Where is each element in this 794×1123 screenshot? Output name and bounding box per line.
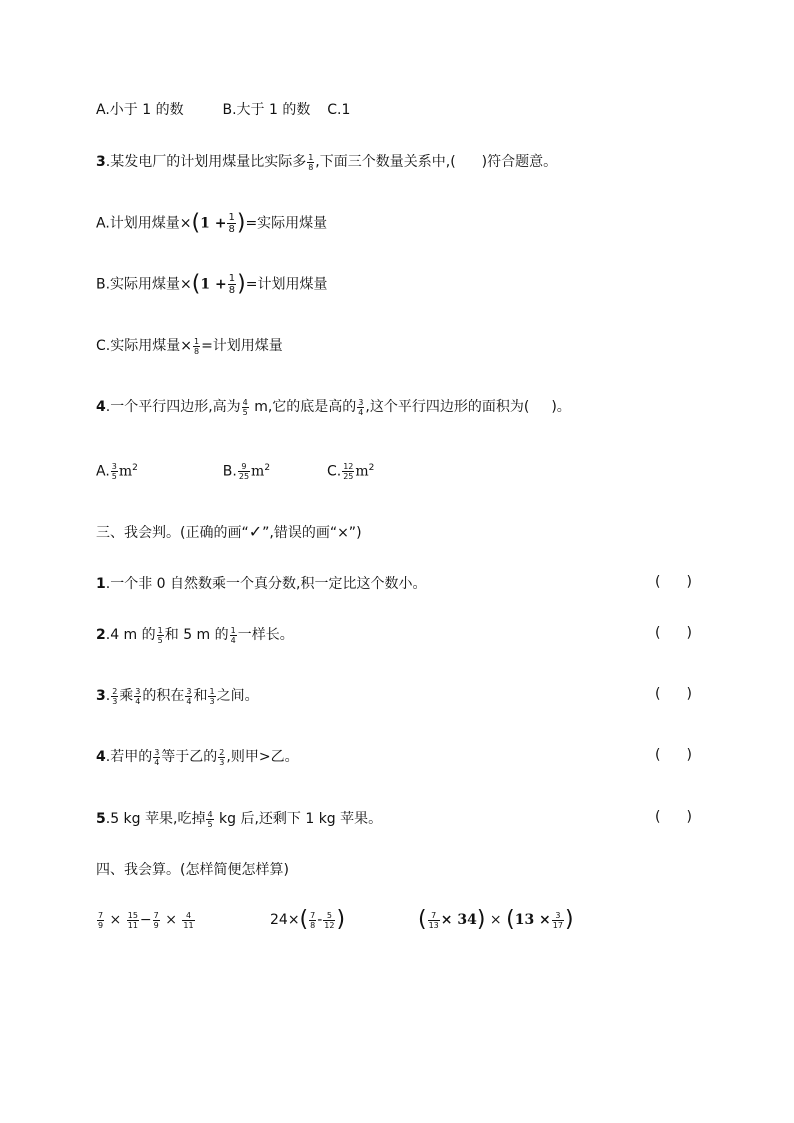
- q4-text: )。: [551, 399, 571, 415]
- q4-stem: [96, 397, 571, 417]
- unit: m: [355, 463, 369, 480]
- numerator: 3: [552, 911, 564, 921]
- denominator: 9: [153, 920, 159, 930]
- fraction: [238, 462, 250, 481]
- answer-bracket[interactable]: [655, 625, 692, 641]
- bracket-right: ): [686, 809, 692, 825]
- answer-bracket[interactable]: [655, 747, 692, 763]
- fraction: [111, 462, 118, 481]
- denominator: 17: [552, 920, 563, 930]
- numerator: 3: [358, 397, 364, 407]
- item-text: .: [105, 688, 111, 704]
- question-number: 5: [96, 811, 106, 827]
- denominator: 8: [310, 920, 316, 930]
- bracket-left: (: [655, 625, 661, 641]
- item-text: 之间。: [216, 688, 259, 704]
- section-title-text: ”,错误的画“×”): [262, 525, 362, 541]
- numerator: 1: [308, 152, 314, 162]
- denominator: 8: [193, 346, 200, 356]
- operator: ×: [489, 912, 502, 928]
- denominator: 25: [238, 472, 250, 482]
- exponent: 2: [132, 463, 138, 473]
- fraction: [428, 911, 440, 930]
- item-text: 和 5 m 的: [164, 627, 229, 643]
- q3-stem: [96, 152, 557, 172]
- numerator: 7: [98, 910, 104, 920]
- numerator: 1: [228, 273, 236, 284]
- denominator: 3: [219, 757, 225, 767]
- option-text: B.实际用煤量×: [96, 276, 192, 293]
- denominator: 11: [183, 920, 194, 930]
- fraction: [230, 626, 237, 645]
- numerator: 9: [238, 462, 250, 472]
- numerator: 1: [157, 625, 163, 635]
- fraction: [342, 462, 354, 481]
- option-label: C.: [326, 463, 342, 480]
- fraction: [208, 687, 215, 706]
- operator: ×: [109, 912, 122, 928]
- question-number: 4: [96, 399, 106, 415]
- numerator: 7: [310, 910, 316, 920]
- section-3-title: [96, 522, 362, 543]
- item-text: kg 后,还剩下 1 kg 苹果。: [214, 811, 383, 827]
- numerator: 1: [209, 686, 215, 696]
- numerator: 15: [127, 910, 138, 920]
- q2-options: [96, 100, 350, 120]
- bracket-right: ): [686, 686, 692, 702]
- item-text: 等于乙的: [161, 749, 218, 765]
- numerator: 1: [230, 625, 236, 635]
- check-icon: ✓: [248, 522, 263, 541]
- denominator: 4: [135, 696, 141, 706]
- q3-text: .某发电厂的计划用煤量比实际多: [105, 154, 307, 170]
- fraction: [323, 911, 335, 930]
- q4-options: [96, 458, 374, 482]
- fraction: [153, 911, 160, 930]
- math-text: 13 ×: [514, 912, 551, 928]
- fraction: [182, 911, 194, 930]
- numerator: 3: [135, 686, 141, 696]
- item-text: 乘: [119, 688, 134, 704]
- numerator: 1: [228, 212, 235, 223]
- judge-item-5: [96, 809, 382, 829]
- numerator: 7: [153, 910, 159, 920]
- fraction: [153, 748, 160, 767]
- denominator: 3: [112, 696, 118, 706]
- denominator: 5: [157, 635, 163, 645]
- fraction: [227, 212, 235, 235]
- fraction: [157, 626, 164, 645]
- item-text: .一个非 0 自然数乘一个真分数,积一定比这个数小。: [105, 576, 427, 592]
- denominator: 8: [308, 162, 314, 172]
- fraction: [111, 687, 118, 706]
- denominator: 4: [154, 757, 160, 767]
- calc-expression-1: [96, 910, 196, 930]
- denominator: 11: [127, 920, 138, 930]
- bracket-right: ): [686, 747, 692, 763]
- item-text: 一样长。: [237, 627, 294, 643]
- section-4-title: [96, 860, 289, 880]
- q3-text: ,下面三个数量关系中,(: [315, 154, 456, 170]
- option-label: A.: [96, 463, 110, 480]
- section-title-text: 三、我会判。(正确的画“: [96, 525, 249, 541]
- fraction: [127, 911, 139, 930]
- denominator: 13: [428, 920, 439, 930]
- q4-text: .一个平行四边形,高为: [105, 399, 241, 415]
- answer-bracket[interactable]: [655, 809, 692, 825]
- denominator: 4: [186, 696, 192, 706]
- item-text: 和: [193, 688, 208, 704]
- q3-option-a: A.计划用煤量×(1 + $\frac{1}{8}$ )=实际用煤量: [96, 210, 328, 236]
- q3-option-c: [96, 336, 283, 356]
- numerator: 4: [182, 911, 194, 921]
- q2-option-c: C.1: [327, 102, 351, 118]
- question-number: 2: [96, 627, 106, 643]
- judge-item-2: [96, 625, 294, 645]
- numerator: 12: [343, 462, 354, 472]
- unit: m: [251, 463, 265, 480]
- numerator: 1: [193, 336, 200, 346]
- numerator: 3: [186, 686, 192, 696]
- fraction: [309, 911, 316, 930]
- numerator: 3: [111, 462, 117, 472]
- question-number: 1: [96, 576, 106, 592]
- q4-text: ,这个平行四边形的面积为(: [365, 399, 530, 415]
- denominator: 9: [98, 920, 104, 930]
- question-number: 3: [96, 688, 106, 704]
- exponent: 2: [264, 463, 271, 473]
- item-text: 的积在: [142, 688, 185, 704]
- judge-item-3: [96, 686, 259, 706]
- answer-bracket[interactable]: [655, 574, 692, 590]
- numerator: 2: [219, 747, 225, 757]
- fraction: [185, 687, 192, 706]
- question-number: 4: [96, 749, 106, 765]
- denominator: 8: [228, 224, 235, 235]
- bracket-left: (: [655, 574, 661, 590]
- option-text: =实际用煤量: [245, 215, 328, 232]
- q3-option-b: B.实际用煤量×(1 + $\frac{1}{8}$ )=计划用煤量: [96, 271, 328, 297]
- q3-text: )符合题意。: [481, 154, 558, 170]
- fraction: [206, 810, 213, 829]
- section-title-text: 四、我会算。(怎样简便怎样算): [96, 862, 289, 878]
- option-text: C.实际用煤量×: [96, 338, 192, 354]
- bracket-left: (: [655, 747, 661, 763]
- math-text: 24×: [270, 912, 300, 928]
- operator: −: [139, 912, 152, 928]
- fraction: [552, 911, 564, 930]
- denominator: 4: [230, 635, 236, 645]
- numerator: 3: [154, 747, 160, 757]
- fraction: [193, 337, 200, 356]
- denominator: 8: [228, 285, 236, 296]
- option-text: =计划用煤量: [245, 276, 328, 293]
- bracket-right: ): [686, 574, 692, 590]
- answer-bracket[interactable]: [655, 686, 692, 702]
- option-text: =计划用煤量: [201, 338, 283, 354]
- fraction: [97, 911, 104, 930]
- denominator: 12: [324, 920, 335, 930]
- unit: m: [118, 463, 133, 480]
- exponent: 2: [368, 463, 375, 473]
- denominator: 25: [343, 472, 354, 482]
- numerator: 5: [323, 911, 335, 921]
- math-text: 1 +: [200, 276, 227, 293]
- fraction: [357, 398, 364, 417]
- fraction: [218, 748, 225, 767]
- item-text: .5 kg 苹果,吃掉: [105, 811, 206, 827]
- fraction: [134, 687, 141, 706]
- calc-expression-2: 24×( $\frac{7}{8}$ - $\frac{5}{12}$ ): [270, 907, 346, 932]
- item-text: ,则甲>乙。: [226, 749, 299, 765]
- option-text: A.计划用煤量×: [96, 215, 192, 232]
- fraction: [307, 153, 314, 172]
- denominator: 5: [207, 819, 213, 829]
- q4-text: m,它的底是高的: [249, 399, 357, 415]
- math-text: 1 +: [200, 215, 227, 232]
- bracket-left: (: [655, 809, 661, 825]
- q2-option-b: B.大于 1 的数: [222, 102, 311, 118]
- numerator: 4: [207, 809, 213, 819]
- math-text: × 34: [440, 912, 477, 928]
- calc-expression-3: ( $\frac{7}{13}$ × 34) × (13 × $\frac{3}{17}$ ): [418, 907, 574, 932]
- fraction: [242, 398, 249, 417]
- item-text: .4 m 的: [105, 627, 156, 643]
- operator: ×: [165, 912, 177, 928]
- option-label: B.: [222, 463, 237, 480]
- fraction: [228, 273, 236, 296]
- denominator: 4: [358, 407, 364, 417]
- question-number: 3: [96, 154, 106, 170]
- numerator: 4: [242, 397, 248, 407]
- bracket-right: ): [686, 625, 692, 641]
- denominator: 5: [242, 407, 248, 417]
- judge-item-4: [96, 747, 299, 767]
- q2-option-a: A.小于 1 的数: [96, 102, 184, 118]
- bracket-left: (: [655, 686, 661, 702]
- judge-item-1: [96, 574, 426, 594]
- numerator: 7: [428, 911, 440, 921]
- operator: -: [317, 912, 323, 928]
- denominator: 3: [209, 696, 215, 706]
- numerator: 2: [112, 686, 118, 696]
- item-text: .若甲的: [105, 749, 153, 765]
- denominator: 5: [111, 472, 117, 482]
